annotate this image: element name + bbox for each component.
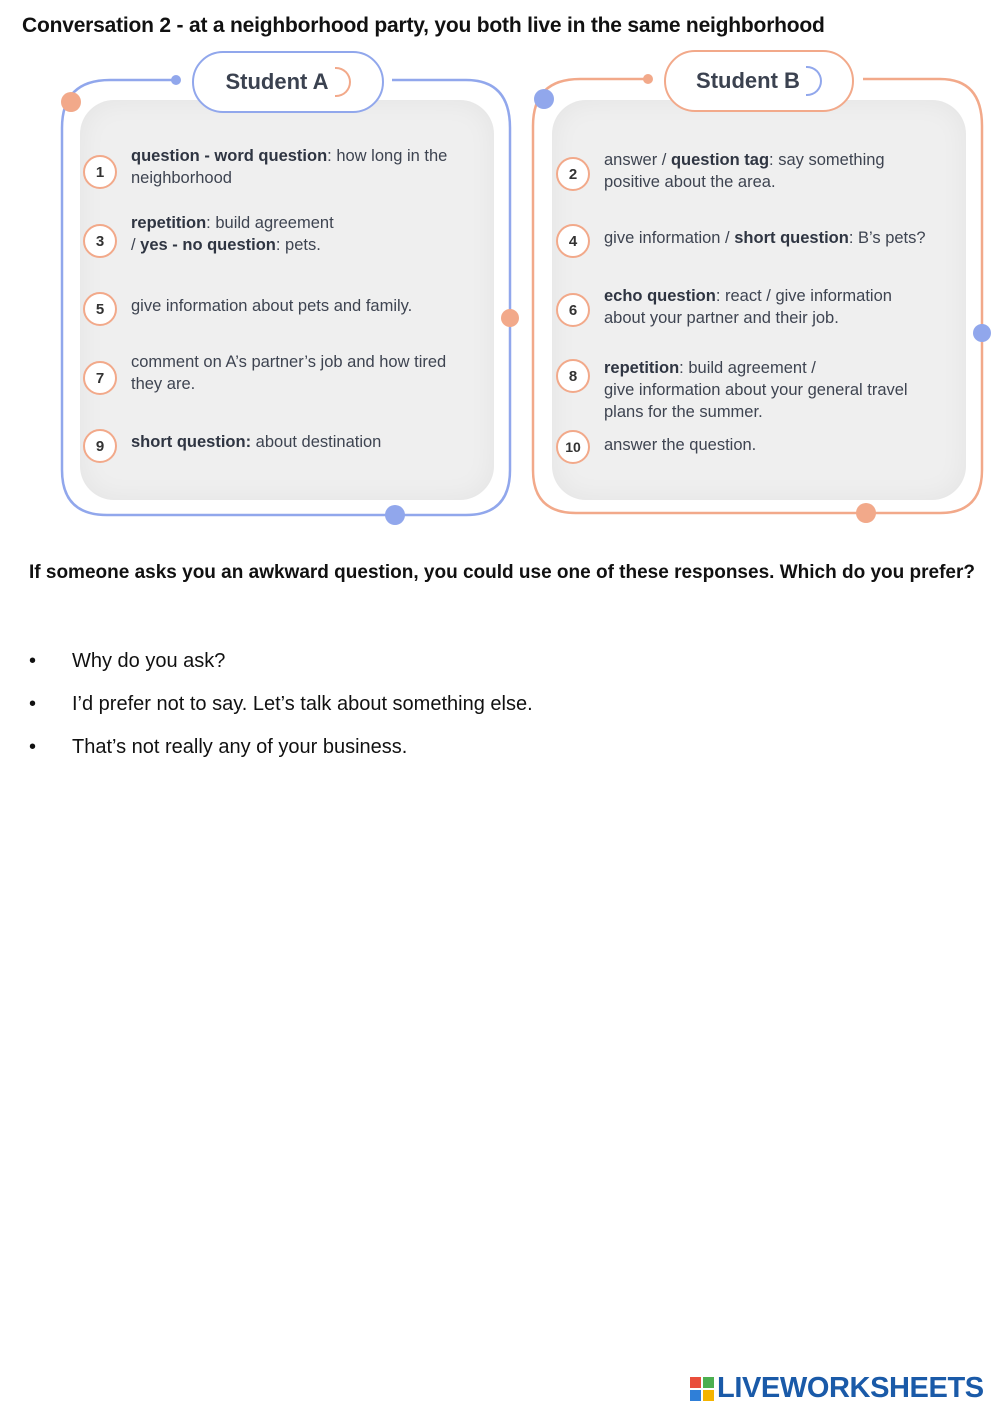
step-number-badge: 9 — [83, 429, 117, 463]
bullet-icon: • — [29, 736, 37, 758]
list-item — [29, 650, 533, 693]
arc-icon — [806, 66, 822, 96]
response-list — [29, 650, 533, 779]
student-b-step-10 — [556, 430, 756, 464]
student-b-step-4 — [556, 224, 926, 258]
step-text: question - word question: how long in the neighborhood — [131, 147, 448, 187]
student-a-label: Student A — [225, 69, 329, 94]
student-a-corner-dot — [61, 92, 81, 112]
step-text: repetition: build agreement / give information about your general travel plans for the summer. — [604, 359, 908, 421]
student-a-step-3 — [83, 212, 334, 258]
step-number-badge: 6 — [556, 293, 590, 327]
bullet-icon: • — [29, 650, 37, 672]
response-text: Why do you ask? — [72, 650, 226, 672]
student-a-step-7 — [83, 351, 446, 395]
student-a-side-dot — [501, 309, 519, 327]
student-b-step-8 — [556, 357, 908, 423]
student-b-bottom-dot — [856, 503, 876, 523]
list-item — [29, 693, 533, 736]
step-text: repetition: build agreement / yes - no question: pets. — [131, 214, 334, 254]
student-b-corner-dot — [534, 89, 554, 109]
student-a-bottom-dot — [385, 505, 405, 525]
student-a-frame-dot — [171, 75, 181, 85]
step-text: echo question: react / give information about your partner and their job. — [604, 287, 892, 327]
step-number-badge: 8 — [556, 359, 590, 393]
step-text: answer / question tag: say something positive about the area. — [604, 151, 885, 191]
brand-name: LIVEWORKSHEETS — [717, 1372, 984, 1404]
liveworksheets-brand[interactable] — [690, 1372, 984, 1405]
student-b-step-2 — [556, 149, 885, 193]
student-a-step-9 — [83, 429, 381, 463]
step-text: give information / short question: B’s pets? — [604, 229, 926, 247]
response-text: I’d prefer not to say. Let’s talk about something else. — [72, 693, 533, 715]
arc-icon — [335, 67, 351, 97]
student-a-step-1 — [83, 145, 447, 189]
student-a-step-5 — [83, 292, 412, 326]
step-number-badge: 2 — [556, 157, 590, 191]
list-item — [29, 736, 533, 779]
awkward-question-prompt: If someone asks you an awkward question, you could use one of these responses. Which do you prefer? — [29, 562, 975, 583]
page-title: Conversation 2 - at a neighborhood party, you both live in the same neighborhood — [22, 14, 825, 37]
step-number-badge: 5 — [83, 292, 117, 326]
step-text: comment on A’s partner’s job and how tired they are. — [131, 353, 447, 393]
student-b-side-dot — [973, 324, 991, 342]
student-b-frame-dot — [643, 74, 653, 84]
student-b-step-6 — [556, 285, 892, 329]
step-number-badge: 4 — [556, 224, 590, 258]
student-a-heading — [192, 51, 384, 113]
student-b-heading — [664, 50, 854, 112]
step-text: give information about pets and family. — [131, 297, 413, 315]
step-number-badge: 3 — [83, 224, 117, 258]
step-text: short question: about destination — [131, 433, 382, 451]
bullet-icon: • — [29, 693, 37, 715]
liveworksheets-logo-icon — [690, 1377, 714, 1401]
step-number-badge: 10 — [556, 430, 590, 464]
step-number-badge: 7 — [83, 361, 117, 395]
step-text: answer the question. — [604, 436, 757, 454]
student-b-label: Student B — [696, 68, 800, 93]
step-number-badge: 1 — [83, 155, 117, 189]
response-text: That’s not really any of your business. — [72, 736, 408, 758]
